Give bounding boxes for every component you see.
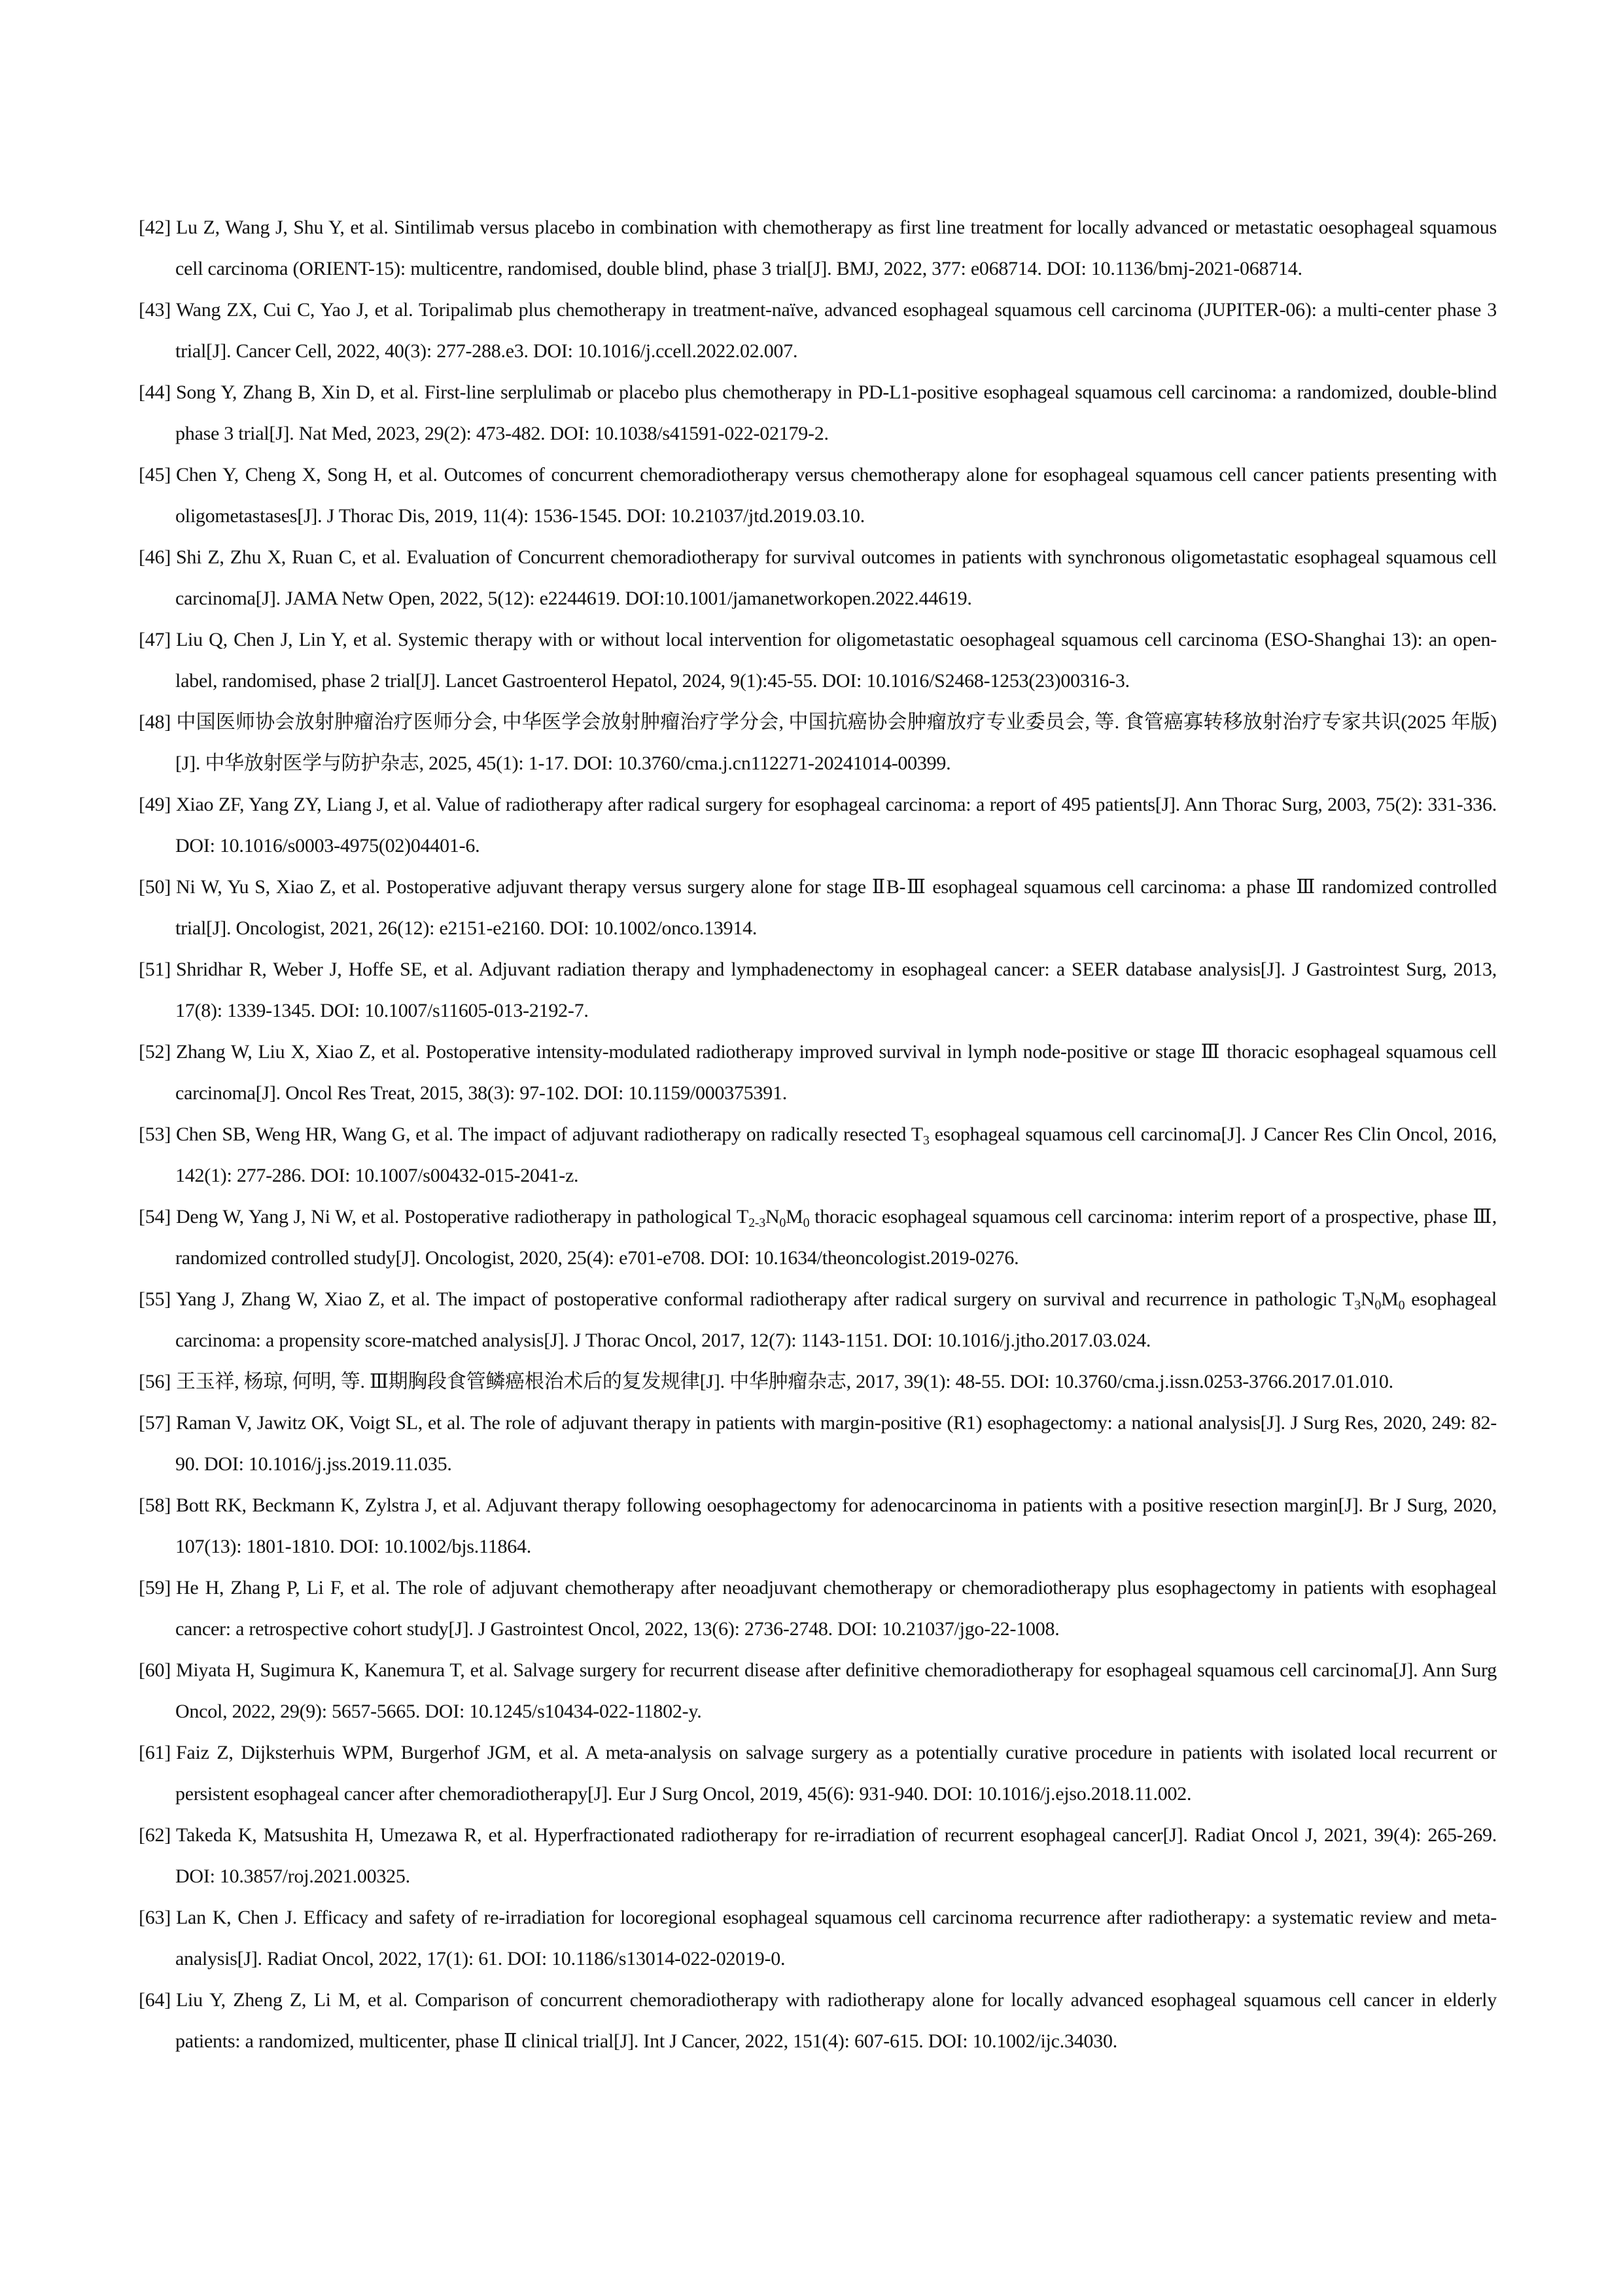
reference-text: Xiao ZF, Yang ZY, Liang J, et al. Value of radiotherapy after radical surgery for esophageal carcinoma: a report of 495 patients[J]. Ann Thorac Surg, 2003, 75(2): 331-336. DOI: 10.1016/s0003-4975(02)04401-6.: [175, 794, 1497, 857]
reference-text: N: [765, 1206, 780, 1227]
reference-text: Miyata H, Sugimura K, Kanemura T, et al. Salvage surgery for recurrent disease after definitive chemoradiotherapy for esophageal squamous cell carcinoma[J]. Ann Surg Oncol, 2022, 29(9): 5657-5665. DOI: 10.1245/s10434-022-11802-y.: [175, 1659, 1497, 1722]
reference-text: 中国医师协会放射肿瘤治疗医师分会, 中华医学会放射肿瘤治疗学分会, 中国抗癌协会肿瘤放疗专业委员会, 等. 食管癌寡转移放射治疗专家共识(2025 年版)[J]. 中华放射医学与防护杂志, 2025, 45(1): 1-17. DOI: 10.3760/cma.j.cn112271-20241014-00399.: [175, 711, 1497, 774]
reference-number: [64]: [139, 1989, 171, 2011]
reference-number: [58]: [139, 1494, 171, 1516]
reference-list: [139, 207, 1497, 2062]
subscript: 3: [922, 1133, 930, 1148]
reference-number: [42]: [139, 217, 171, 238]
reference-item: [139, 1196, 1497, 1279]
reference-number: [62]: [139, 1824, 171, 1846]
reference-number: [43]: [139, 299, 171, 321]
reference-text: Liu Y, Zheng Z, Li M, et al. Comparison of concurrent chemoradiotherapy with radiotherapy alone for locally advanced esophageal squamous cell cancer in elderly patients: a randomized, multicenter, phase Ⅱ clinical trial[J]. Int J Cancer, 2022, 151(4): 607-615. DOI: 10.1002/ijc.34030.: [175, 1989, 1497, 2052]
reference-item: [139, 1979, 1497, 2062]
reference-text: Wang ZX, Cui C, Yao J, et al. Toripalimab plus chemotherapy in treatment-naïve, advanced esophageal squamous cell carcinoma (JUPITER-06): a multi-center phase 3 trial[J]. Cancer Cell, 2022, 40(3): 277-288.e3. DOI: 10.1016/j.ccell.2022.02.007.: [175, 299, 1497, 362]
reference-item: [139, 1814, 1497, 1897]
reference-number: [49]: [139, 794, 171, 815]
reference-number: [52]: [139, 1041, 171, 1063]
reference-item: [139, 1485, 1497, 1567]
subscript: 0: [1398, 1298, 1405, 1313]
reference-text: Shi Z, Zhu X, Ruan C, et al. Evaluation of Concurrent chemoradiotherapy for survival outcomes in patients with synchronous oligometastatic esophageal squamous cell carcinoma[J]. JAMA Netw Open, 2022, 5(12): e2244619. DOI:10.1001/jamanetworkopen.2022.44619.: [175, 546, 1497, 609]
reference-text: 王玉祥, 杨琼, 何明, 等. Ⅲ期胸段食管鳞癌根治术后的复发规律[J]. 中华肿瘤杂志, 2017, 39(1): 48-55. DOI: 10.3760/cma.j.issn.0253-3766.2017.01.010.: [175, 1371, 1393, 1392]
reference-text: esophageal squamous cell carcinoma[J]. J Cancer Res Clin Oncol, 2016, 142(1): 277-286. DOI: 10.1007/s00432-015-2041-z.: [175, 1123, 1497, 1186]
reference-item: [139, 289, 1497, 372]
reference-number: [46]: [139, 546, 171, 568]
reference-text: Takeda K, Matsushita H, Umezawa R, et al. Hyperfractionated radiotherapy for re-irradiation of recurrent esophageal cancer[J]. Radiat Oncol J, 2021, 39(4): 265-269. DOI: 10.3857/roj.2021.00325.: [175, 1824, 1497, 1887]
reference-number: [59]: [139, 1577, 171, 1598]
reference-number: [51]: [139, 959, 171, 980]
reference-text: Yang J, Zhang W, Xiao Z, et al. The impact of postoperative conformal radiotherapy after radical surgery on survival and recurrence in pathologic T: [175, 1288, 1355, 1310]
reference-number: [53]: [139, 1123, 171, 1145]
reference-number: [48]: [139, 711, 171, 733]
reference-text: Bott RK, Beckmann K, Zylstra J, et al. Adjuvant therapy following oesophagectomy for adenocarcinoma in patients with a positive resection margin[J]. Br J Surg, 2020, 107(13): 1801-1810. DOI: 10.1002/bjs.11864.: [175, 1494, 1497, 1557]
reference-number: [44]: [139, 381, 171, 403]
reference-item: [139, 866, 1497, 949]
reference-text: Lan K, Chen J. Efficacy and safety of re-irradiation for locoregional esophageal squamous cell carcinoma recurrence after radiotherapy: a systematic review and meta-analysis[J]. Radiat Oncol, 2022, 17(1): 61. DOI: 10.1186/s13014-022-02019-0.: [175, 1907, 1497, 1969]
reference-text: Zhang W, Liu X, Xiao Z, et al. Postoperative intensity-modulated radiotherapy improved survival in lymph node-positive or stage Ⅲ thoracic esophageal squamous cell carcinoma[J]. Oncol Res Treat, 2015, 38(3): 97-102. DOI: 10.1159/000375391.: [175, 1041, 1497, 1104]
reference-text: thoracic esophageal squamous cell carcinoma: interim report of a prospective, phase Ⅲ, randomized controlled study[J]. Oncologist, 2020, 25(4): e701-e708. DOI: 10.1634/theoncologist.2019-0276.: [175, 1206, 1497, 1269]
reference-item: [139, 784, 1497, 866]
reference-item: [139, 619, 1497, 701]
reference-item: [139, 1402, 1497, 1485]
reference-item: [139, 207, 1497, 289]
reference-item: [139, 1114, 1497, 1196]
reference-number: [60]: [139, 1659, 171, 1681]
reference-text: Faiz Z, Dijksterhuis WPM, Burgerhof JGM, et al. A meta-analysis on salvage surgery as a potentially curative procedure in patients with isolated local recurrent or persistent esophageal cancer after chemoradiotherapy[J]. Eur J Surg Oncol, 2019, 45(6): 931-940. DOI: 10.1016/j.ejso.2018.11.002.: [175, 1742, 1497, 1805]
reference-number: [61]: [139, 1742, 171, 1763]
reference-number: [57]: [139, 1412, 171, 1434]
reference-item: [139, 1732, 1497, 1814]
reference-number: [50]: [139, 876, 171, 898]
reference-text: Lu Z, Wang J, Shu Y, et al. Sintilimab versus placebo in combination with chemotherapy as first line treatment for locally advanced or metastatic oesophageal squamous cell carcinoma (ORIENT-15): multicentre, randomised, double blind, phase 3 trial[J]. BMJ, 2022, 377: e068714. DOI: 10.1136/bmj-2021-068714.: [175, 217, 1497, 279]
reference-item: [139, 949, 1497, 1031]
reference-text: Chen SB, Weng HR, Wang G, et al. The impact of adjuvant radiotherapy on radically resected T: [175, 1123, 923, 1145]
subscript: 0: [803, 1216, 810, 1230]
reference-item: [139, 537, 1497, 619]
reference-text: Deng W, Yang J, Ni W, et al. Postoperative radiotherapy in pathological T: [175, 1206, 749, 1227]
reference-item: [139, 1650, 1497, 1732]
subscript: 3: [1354, 1298, 1361, 1313]
reference-number: [56]: [139, 1371, 171, 1392]
reference-item: [139, 454, 1497, 537]
reference-text: Chen Y, Cheng X, Song H, et al. Outcomes of concurrent chemoradiotherapy versus chemotherapy alone for esophageal squamous cell cancer patients presenting with oligometastases[J]. J Thorac Dis, 2019, 11(4): 1536-1545. DOI: 10.21037/jtd.2019.03.10.: [175, 464, 1497, 527]
reference-text: M: [786, 1206, 803, 1227]
reference-text: N: [1360, 1288, 1375, 1310]
reference-text: esophageal carcinoma: a propensity score-matched analysis[J]. J Thorac Oncol, 2017, 12(7): 1143-1151. DOI: 10.1016/j.jtho.2017.03.024.: [175, 1288, 1497, 1351]
reference-text: Ni W, Yu S, Xiao Z, et al. Postoperative adjuvant therapy versus surgery alone for stage ⅡB-Ⅲ esophageal squamous cell carcinoma: a phase Ⅲ randomized controlled trial[J]. Oncologist, 2021, 26(12): e2151-e2160. DOI: 10.1002/onco.13914.: [175, 876, 1497, 939]
reference-item: [139, 1567, 1497, 1650]
reference-number: [45]: [139, 464, 171, 486]
reference-number: [54]: [139, 1206, 171, 1227]
reference-text: He H, Zhang P, Li F, et al. The role of adjuvant chemotherapy after neoadjuvant chemotherapy or chemoradiotherapy plus esophagectomy in patients with esophageal cancer: a retrospective cohort study[J]. J Gastrointest Oncol, 2022, 13(6): 2736-2748. DOI: 10.21037/jgo-22-1008.: [175, 1577, 1497, 1640]
reference-item: [139, 1279, 1497, 1361]
reference-text: Shridhar R, Weber J, Hoffe SE, et al. Adjuvant radiation therapy and lymphadenectomy in esophageal cancer: a SEER database analysis[J]. J Gastrointest Surg, 2013, 17(8): 1339-1345. DOI: 10.1007/s11605-013-2192-7.: [175, 959, 1497, 1021]
subscript: 0: [779, 1216, 786, 1230]
subscript: 0: [1374, 1298, 1382, 1313]
reference-text: Song Y, Zhang B, Xin D, et al. First-line serplulimab or placebo plus chemotherapy in PD-L1-positive esophageal squamous cell carcinoma: a randomized, double-blind phase 3 trial[J]. Nat Med, 2023, 29(2): 473-482. DOI: 10.1038/s41591-022-02179-2.: [175, 381, 1497, 444]
reference-number: [47]: [139, 629, 171, 650]
reference-item: [139, 701, 1497, 784]
reference-item: [139, 372, 1497, 454]
reference-item: [139, 1031, 1497, 1114]
reference-text: M: [1381, 1288, 1399, 1310]
reference-item: [139, 1361, 1497, 1402]
reference-text: Raman V, Jawitz OK, Voigt SL, et al. The role of adjuvant therapy in patients with margin-positive (R1) esophagectomy: a national analysis[J]. J Surg Res, 2020, 249: 82-90. DOI: 10.1016/j.jss.2019.11.035.: [175, 1412, 1497, 1475]
reference-item: [139, 1897, 1497, 1979]
subscript: 2-3: [748, 1216, 765, 1230]
reference-number: [63]: [139, 1907, 171, 1928]
reference-number: [55]: [139, 1288, 171, 1310]
reference-text: Liu Q, Chen J, Lin Y, et al. Systemic therapy with or without local intervention for oligometastatic oesophageal squamous cell carcinoma (ESO-Shanghai 13): an open-label, randomised, phase 2 trial[J]. Lancet Gastroenterol Hepatol, 2024, 9(1):45-55. DOI: 10.1016/S2468-1253(23)00316-3.: [175, 629, 1497, 692]
